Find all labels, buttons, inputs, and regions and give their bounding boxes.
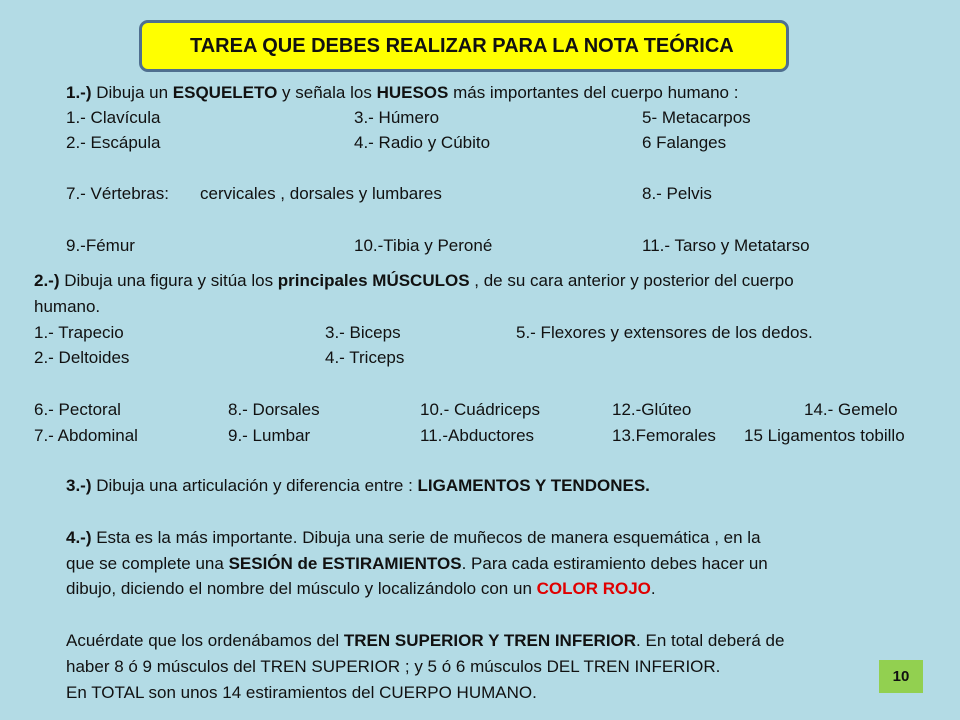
- section-2-text: Dibuja una figura y sitúa los: [59, 271, 278, 290]
- bone-item: 8.- Pelvis: [642, 184, 712, 203]
- bone-item: 5- Metacarpos: [642, 108, 751, 127]
- page-number-badge: 10: [879, 660, 923, 693]
- section-1-text: y señala los: [277, 83, 377, 102]
- muscle-item: 12.-Glúteo: [612, 400, 692, 419]
- title-banner: [139, 20, 789, 72]
- muscle-item: 7.- Abdominal: [34, 426, 138, 445]
- section-1-keyword-esqueleto: ESQUELETO: [172, 83, 278, 102]
- section-4-keyword-color-rojo: COLOR ROJO: [536, 579, 651, 598]
- bone-item: 3.- Húmero: [354, 108, 440, 127]
- muscle-item: 15 Ligamentos tobillo: [744, 426, 905, 445]
- bone-item: 2.- Escápula: [66, 133, 161, 152]
- bone-item: cervicales , dorsales y lumbares: [200, 184, 442, 203]
- section-2-text: , de su cara anterior y posterior del cuerpo: [469, 271, 794, 290]
- muscle-item: 1.- Trapecio: [34, 323, 124, 342]
- muscle-item: 5.- Flexores y extensores de los dedos.: [516, 323, 813, 342]
- bone-item: 1.- Clavícula: [66, 108, 161, 127]
- section-4-text: .: [650, 579, 656, 598]
- section-4-text: Acuérdate que los ordenábamos del: [66, 631, 344, 650]
- muscle-item: 9.- Lumbar: [228, 426, 311, 445]
- section-1-heading: [66, 82, 738, 104]
- bone-item: 9.-Fémur: [66, 236, 135, 255]
- bone-item: 11.- Tarso y Metatarso: [642, 236, 810, 255]
- section-2-number: 2.-): [34, 271, 60, 290]
- muscle-item: 11.-Abductores: [420, 426, 535, 445]
- bone-item: 7.- Vértebras:: [66, 184, 169, 203]
- page-title: TAREA QUE DEBES REALIZAR PARA LA NOTA TEÓRICA: [190, 35, 734, 57]
- section-4-text: dibujo, diciendo el nombre del músculo y localizándolo con un: [66, 579, 537, 598]
- bone-item: 6 Falanges: [642, 133, 727, 152]
- section-3-keyword: LIGAMENTOS Y TENDONES.: [417, 476, 650, 495]
- section-4-line-4: [66, 630, 784, 652]
- section-3-number: 3.-): [66, 476, 92, 495]
- section-1-text: más importantes del cuerpo humano :: [448, 83, 739, 102]
- muscle-item: 2.- Deltoides: [34, 348, 130, 367]
- section-1-number: 1.-): [66, 83, 92, 102]
- muscle-item: 10.- Cuádriceps: [420, 400, 541, 419]
- bone-item: 10.-Tibia y Peroné: [354, 236, 493, 255]
- section-3-text: Dibuja una articulación y diferencia entre :: [91, 476, 418, 495]
- muscle-item: 3.- Biceps: [325, 323, 401, 342]
- section-4-text: . En total deberá de: [636, 631, 785, 650]
- section-4-line-5: haber 8 ó 9 músculos del TREN SUPERIOR ; y 5 ó 6 músculos DEL TREN INFERIOR.: [66, 657, 721, 676]
- section-3-heading: [66, 475, 650, 497]
- section-4-keyword-sesion: SESIÓN de ESTIRAMIENTOS: [228, 554, 462, 573]
- section-4-line-1: [66, 527, 761, 549]
- bone-item: 4.- Radio y Cúbito: [354, 133, 491, 152]
- muscle-item: 13.Femorales: [612, 426, 716, 445]
- muscle-item: 8.- Dorsales: [228, 400, 320, 419]
- section-2-keyword-musculos: principales MÚSCULOS: [277, 271, 470, 290]
- section-4-line-6: En TOTAL son unos 14 estiramientos del CUERPO HUMANO.: [66, 683, 537, 702]
- muscle-item: 14.- Gemelo: [804, 400, 898, 419]
- section-1-keyword-huesos: HUESOS: [376, 83, 449, 102]
- section-4-text: Esta es la más importante. Dibuja una serie de muñecos de manera esquemática , en la: [91, 528, 761, 547]
- section-4-line-3: [66, 578, 656, 600]
- section-4-line-2: [66, 553, 768, 575]
- section-4-keyword-tren: TREN SUPERIOR Y TREN INFERIOR: [343, 631, 637, 650]
- section-4-number: 4.-): [66, 528, 92, 547]
- section-4-text: que se complete una: [66, 554, 229, 573]
- section-1-text: Dibuja un: [91, 83, 173, 102]
- muscle-item: 6.- Pectoral: [34, 400, 121, 419]
- section-2-text: humano.: [34, 297, 101, 316]
- section-2-heading: [34, 270, 794, 292]
- muscle-item: 4.- Triceps: [325, 348, 405, 367]
- section-4-text: . Para cada estiramiento debes hacer un: [461, 554, 768, 573]
